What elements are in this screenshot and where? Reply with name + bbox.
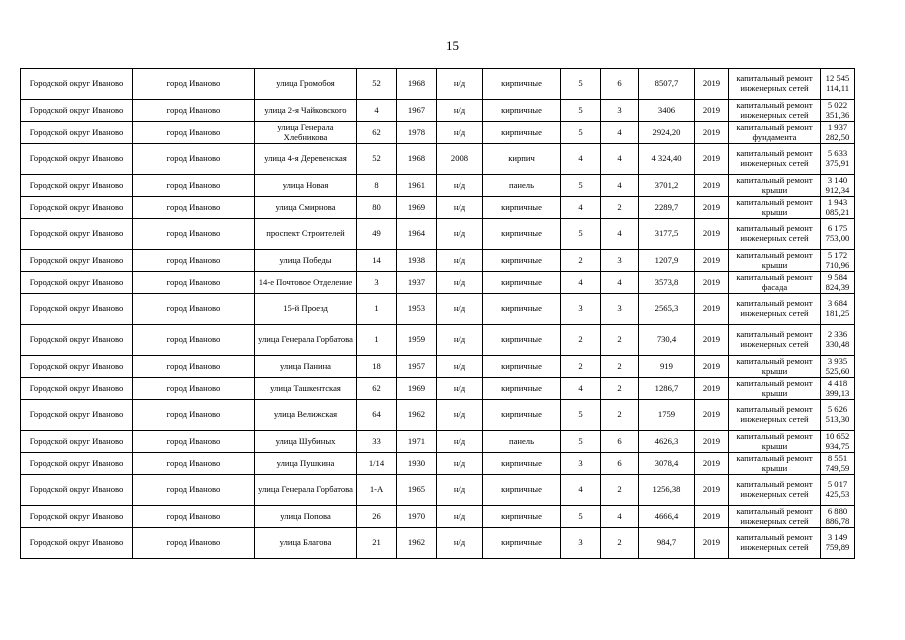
year-built-cell: 1957 [397, 356, 437, 378]
reconstruction-year-cell: н/д [437, 528, 483, 559]
work-type-cell: капитальный ремонт инженерных сетей [729, 528, 821, 559]
wall-material-cell: кирпичные [483, 219, 561, 250]
cost-cell: 2 336 330,48 [821, 325, 855, 356]
district-cell: Городской округ Иваново [21, 506, 133, 528]
house-number-cell: 3 [357, 272, 397, 294]
year-built-cell: 1970 [397, 506, 437, 528]
district-cell: Городской округ Иваново [21, 197, 133, 219]
entrances-cell: 2 [601, 197, 639, 219]
house-number-cell: 62 [357, 122, 397, 144]
year-built-cell: 1964 [397, 219, 437, 250]
total-area-cell: 2924,20 [639, 122, 695, 144]
year-built-cell: 1937 [397, 272, 437, 294]
year-built-cell: 1967 [397, 100, 437, 122]
year-built-cell: 1968 [397, 69, 437, 100]
work-type-cell: капитальный ремонт крыши [729, 431, 821, 453]
entrances-cell: 6 [601, 69, 639, 100]
cost-cell: 1 937 282,50 [821, 122, 855, 144]
year-built-cell: 1969 [397, 197, 437, 219]
repair-year-cell: 2019 [695, 219, 729, 250]
repair-year-cell: 2019 [695, 528, 729, 559]
city-cell: город Иваново [133, 175, 255, 197]
city-cell: город Иваново [133, 250, 255, 272]
district-cell: Городской округ Иваново [21, 453, 133, 475]
work-type-cell: капитальный ремонт крыши [729, 197, 821, 219]
cost-cell: 3 935 525,60 [821, 356, 855, 378]
work-type-cell: капитальный ремонт инженерных сетей [729, 506, 821, 528]
floors-cell: 4 [561, 197, 601, 219]
house-number-cell: 26 [357, 506, 397, 528]
year-built-cell: 1953 [397, 294, 437, 325]
entrances-cell: 2 [601, 528, 639, 559]
house-number-cell: 1-А [357, 475, 397, 506]
city-cell: город Иваново [133, 453, 255, 475]
cost-cell: 5 017 425,53 [821, 475, 855, 506]
total-area-cell: 4 324,40 [639, 144, 695, 175]
street-cell: улица Панина [255, 356, 357, 378]
street-cell: улица 2-я Чайковского [255, 100, 357, 122]
city-cell: город Иваново [133, 197, 255, 219]
entrances-cell: 2 [601, 378, 639, 400]
entrances-cell: 4 [601, 122, 639, 144]
district-cell: Городской округ Иваново [21, 528, 133, 559]
house-number-cell: 52 [357, 69, 397, 100]
reconstruction-year-cell: н/д [437, 506, 483, 528]
house-number-cell: 80 [357, 197, 397, 219]
repair-year-cell: 2019 [695, 475, 729, 506]
street-cell: улица Генерала Горбатова [255, 475, 357, 506]
table-row [21, 400, 855, 431]
total-area-cell: 1256,38 [639, 475, 695, 506]
wall-material-cell: кирпичные [483, 272, 561, 294]
floors-cell: 3 [561, 453, 601, 475]
house-number-cell: 1 [357, 294, 397, 325]
repair-year-cell: 2019 [695, 325, 729, 356]
house-number-cell: 49 [357, 219, 397, 250]
entrances-cell: 6 [601, 431, 639, 453]
cost-cell: 10 652 934,75 [821, 431, 855, 453]
reconstruction-year-cell: н/д [437, 100, 483, 122]
reconstruction-year-cell: н/д [437, 475, 483, 506]
street-cell: улица Попова [255, 506, 357, 528]
work-type-cell: капитальный ремонт инженерных сетей [729, 294, 821, 325]
district-cell: Городской округ Иваново [21, 122, 133, 144]
total-area-cell: 919 [639, 356, 695, 378]
house-number-cell: 62 [357, 378, 397, 400]
cost-cell: 6 175 753,00 [821, 219, 855, 250]
floors-cell: 5 [561, 219, 601, 250]
street-cell: улица Пушкина [255, 453, 357, 475]
reconstruction-year-cell: н/д [437, 400, 483, 431]
entrances-cell: 3 [601, 100, 639, 122]
reconstruction-year-cell: н/д [437, 272, 483, 294]
year-built-cell: 1938 [397, 250, 437, 272]
total-area-cell: 3177,5 [639, 219, 695, 250]
floors-cell: 5 [561, 506, 601, 528]
city-cell: город Иваново [133, 528, 255, 559]
street-cell: улица Смирнова [255, 197, 357, 219]
floors-cell: 5 [561, 122, 601, 144]
floors-cell: 4 [561, 475, 601, 506]
repair-year-cell: 2019 [695, 250, 729, 272]
house-number-cell: 4 [357, 100, 397, 122]
district-cell: Городской округ Иваново [21, 294, 133, 325]
entrances-cell: 4 [601, 272, 639, 294]
district-cell: Городской округ Иваново [21, 378, 133, 400]
repair-year-cell: 2019 [695, 175, 729, 197]
street-cell: 15-й Проезд [255, 294, 357, 325]
cost-cell: 6 880 886,78 [821, 506, 855, 528]
work-type-cell: капитальный ремонт фундамента [729, 122, 821, 144]
district-cell: Городской округ Иваново [21, 144, 133, 175]
entrances-cell: 2 [601, 475, 639, 506]
repair-year-cell: 2019 [695, 122, 729, 144]
cost-cell: 5 172 710,96 [821, 250, 855, 272]
wall-material-cell: кирпичные [483, 325, 561, 356]
city-cell: город Иваново [133, 506, 255, 528]
entrances-cell: 6 [601, 453, 639, 475]
total-area-cell: 3701,2 [639, 175, 695, 197]
year-built-cell: 1962 [397, 400, 437, 431]
wall-material-cell: кирпичные [483, 528, 561, 559]
city-cell: город Иваново [133, 100, 255, 122]
city-cell: город Иваново [133, 219, 255, 250]
district-cell: Городской округ Иваново [21, 175, 133, 197]
cost-cell: 9 584 824,39 [821, 272, 855, 294]
total-area-cell: 3078,4 [639, 453, 695, 475]
table-row [21, 197, 855, 219]
house-number-cell: 33 [357, 431, 397, 453]
street-cell: улица Благова [255, 528, 357, 559]
entrances-cell: 4 [601, 175, 639, 197]
house-number-cell: 1 [357, 325, 397, 356]
year-built-cell: 1978 [397, 122, 437, 144]
street-cell: улица Новая [255, 175, 357, 197]
cost-cell: 5 022 351,36 [821, 100, 855, 122]
repair-year-cell: 2019 [695, 356, 729, 378]
floors-cell: 4 [561, 272, 601, 294]
reconstruction-year-cell: н/д [437, 250, 483, 272]
city-cell: город Иваново [133, 69, 255, 100]
cost-cell: 3 684 181,25 [821, 294, 855, 325]
work-type-cell: капитальный ремонт инженерных сетей [729, 325, 821, 356]
reconstruction-year-cell: н/д [437, 175, 483, 197]
wall-material-cell: кирпичные [483, 453, 561, 475]
work-type-cell: капитальный ремонт инженерных сетей [729, 69, 821, 100]
street-cell: улица Генерала Хлебникова [255, 122, 357, 144]
district-cell: Городской округ Иваново [21, 219, 133, 250]
floors-cell: 2 [561, 250, 601, 272]
table-row [21, 378, 855, 400]
total-area-cell: 4666,4 [639, 506, 695, 528]
street-cell: улица Ташкентская [255, 378, 357, 400]
year-built-cell: 1930 [397, 453, 437, 475]
city-cell: город Иваново [133, 325, 255, 356]
cost-cell: 12 545 114,11 [821, 69, 855, 100]
work-type-cell: капитальный ремонт инженерных сетей [729, 144, 821, 175]
cost-cell: 5 633 375,91 [821, 144, 855, 175]
floors-cell: 2 [561, 325, 601, 356]
total-area-cell: 2289,7 [639, 197, 695, 219]
district-cell: Городской округ Иваново [21, 272, 133, 294]
reconstruction-year-cell: н/д [437, 197, 483, 219]
total-area-cell: 730,4 [639, 325, 695, 356]
table-row [21, 356, 855, 378]
repair-year-cell: 2019 [695, 506, 729, 528]
district-cell: Городской округ Иваново [21, 69, 133, 100]
total-area-cell: 3573,8 [639, 272, 695, 294]
street-cell: улица Генерала Горбатова [255, 325, 357, 356]
cost-cell: 3 140 912,34 [821, 175, 855, 197]
street-cell: улица Громобоя [255, 69, 357, 100]
table-row [21, 272, 855, 294]
reconstruction-year-cell: н/д [437, 122, 483, 144]
total-area-cell: 3406 [639, 100, 695, 122]
wall-material-cell: кирпичные [483, 122, 561, 144]
total-area-cell: 2565,3 [639, 294, 695, 325]
work-type-cell: капитальный ремонт фасада [729, 272, 821, 294]
table-row [21, 250, 855, 272]
cost-cell: 3 149 759,89 [821, 528, 855, 559]
city-cell: город Иваново [133, 272, 255, 294]
floors-cell: 3 [561, 528, 601, 559]
work-type-cell: капитальный ремонт инженерных сетей [729, 100, 821, 122]
total-area-cell: 1759 [639, 400, 695, 431]
house-number-cell: 21 [357, 528, 397, 559]
housing-repair-table [20, 68, 855, 559]
entrances-cell: 4 [601, 219, 639, 250]
wall-material-cell: кирпичные [483, 356, 561, 378]
table-row [21, 453, 855, 475]
wall-material-cell: кирпичные [483, 378, 561, 400]
year-built-cell: 1959 [397, 325, 437, 356]
entrances-cell: 2 [601, 325, 639, 356]
repair-year-cell: 2019 [695, 400, 729, 431]
work-type-cell: капитальный ремонт крыши [729, 356, 821, 378]
work-type-cell: капитальный ремонт инженерных сетей [729, 219, 821, 250]
work-type-cell: капитальный ремонт крыши [729, 250, 821, 272]
city-cell: город Иваново [133, 431, 255, 453]
wall-material-cell: кирпичные [483, 250, 561, 272]
reconstruction-year-cell: н/д [437, 378, 483, 400]
house-number-cell: 18 [357, 356, 397, 378]
city-cell: город Иваново [133, 475, 255, 506]
wall-material-cell: кирпичные [483, 197, 561, 219]
repair-year-cell: 2019 [695, 272, 729, 294]
table-row [21, 431, 855, 453]
year-built-cell: 1969 [397, 378, 437, 400]
wall-material-cell: панель [483, 175, 561, 197]
repair-year-cell: 2019 [695, 431, 729, 453]
city-cell: город Иваново [133, 400, 255, 431]
repair-year-cell: 2019 [695, 100, 729, 122]
house-number-cell: 8 [357, 175, 397, 197]
wall-material-cell: кирпичные [483, 294, 561, 325]
floors-cell: 5 [561, 431, 601, 453]
total-area-cell: 8507,7 [639, 69, 695, 100]
floors-cell: 5 [561, 400, 601, 431]
street-cell: улица Велижская [255, 400, 357, 431]
floors-cell: 5 [561, 69, 601, 100]
work-type-cell: капитальный ремонт крыши [729, 453, 821, 475]
reconstruction-year-cell: н/д [437, 219, 483, 250]
entrances-cell: 2 [601, 400, 639, 431]
repair-year-cell: 2019 [695, 294, 729, 325]
cost-cell: 1 943 085,21 [821, 197, 855, 219]
floors-cell: 5 [561, 175, 601, 197]
reconstruction-year-cell: 2008 [437, 144, 483, 175]
district-cell: Городской округ Иваново [21, 250, 133, 272]
wall-material-cell: кирпичные [483, 100, 561, 122]
entrances-cell: 4 [601, 506, 639, 528]
house-number-cell: 52 [357, 144, 397, 175]
repair-year-cell: 2019 [695, 144, 729, 175]
entrances-cell: 4 [601, 144, 639, 175]
table-row [21, 219, 855, 250]
wall-material-cell: панель [483, 431, 561, 453]
street-cell: улица 4-я Деревенская [255, 144, 357, 175]
table-row [21, 325, 855, 356]
city-cell: город Иваново [133, 378, 255, 400]
entrances-cell: 3 [601, 250, 639, 272]
work-type-cell: капитальный ремонт крыши [729, 175, 821, 197]
reconstruction-year-cell: н/д [437, 294, 483, 325]
reconstruction-year-cell: н/д [437, 356, 483, 378]
floors-cell: 4 [561, 378, 601, 400]
wall-material-cell: кирпичные [483, 475, 561, 506]
city-cell: город Иваново [133, 294, 255, 325]
city-cell: город Иваново [133, 144, 255, 175]
reconstruction-year-cell: н/д [437, 69, 483, 100]
year-built-cell: 1965 [397, 475, 437, 506]
table-body [21, 69, 855, 559]
repair-year-cell: 2019 [695, 197, 729, 219]
page-number: 15 [446, 38, 459, 53]
floors-cell: 5 [561, 100, 601, 122]
street-cell: улица Победы [255, 250, 357, 272]
work-type-cell: капитальный ремонт инженерных сетей [729, 475, 821, 506]
floors-cell: 3 [561, 294, 601, 325]
floors-cell: 2 [561, 356, 601, 378]
entrances-cell: 3 [601, 294, 639, 325]
year-built-cell: 1961 [397, 175, 437, 197]
street-cell: проспект Строителей [255, 219, 357, 250]
repair-year-cell: 2019 [695, 453, 729, 475]
year-built-cell: 1962 [397, 528, 437, 559]
cost-cell: 5 626 513,30 [821, 400, 855, 431]
work-type-cell: капитальный ремонт крыши [729, 378, 821, 400]
table-row [21, 294, 855, 325]
wall-material-cell: кирпичные [483, 506, 561, 528]
year-built-cell: 1968 [397, 144, 437, 175]
reconstruction-year-cell: н/д [437, 453, 483, 475]
cost-cell: 4 418 399,13 [821, 378, 855, 400]
table-row [21, 100, 855, 122]
table-row [21, 69, 855, 100]
city-cell: город Иваново [133, 356, 255, 378]
district-cell: Городской округ Иваново [21, 400, 133, 431]
wall-material-cell: кирпичные [483, 400, 561, 431]
district-cell: Городской округ Иваново [21, 475, 133, 506]
table-row [21, 175, 855, 197]
floors-cell: 4 [561, 144, 601, 175]
entrances-cell: 2 [601, 356, 639, 378]
house-number-cell: 1/14 [357, 453, 397, 475]
street-cell: 14-е Почтовое Отделение [255, 272, 357, 294]
repair-year-cell: 2019 [695, 378, 729, 400]
wall-material-cell: кирпичные [483, 69, 561, 100]
cost-cell: 8 551 749,59 [821, 453, 855, 475]
table-row [21, 506, 855, 528]
district-cell: Городской округ Иваново [21, 325, 133, 356]
total-area-cell: 984,7 [639, 528, 695, 559]
street-cell: улица Шубиных [255, 431, 357, 453]
total-area-cell: 4626,3 [639, 431, 695, 453]
wall-material-cell: кирпич [483, 144, 561, 175]
work-type-cell: капитальный ремонт инженерных сетей [729, 400, 821, 431]
table-row [21, 122, 855, 144]
reconstruction-year-cell: н/д [437, 325, 483, 356]
total-area-cell: 1286,7 [639, 378, 695, 400]
table-row [21, 475, 855, 506]
house-number-cell: 64 [357, 400, 397, 431]
reconstruction-year-cell: н/д [437, 431, 483, 453]
city-cell: город Иваново [133, 122, 255, 144]
table-row [21, 528, 855, 559]
district-cell: Городской округ Иваново [21, 431, 133, 453]
table-row [21, 144, 855, 175]
total-area-cell: 1207,9 [639, 250, 695, 272]
year-built-cell: 1971 [397, 431, 437, 453]
repair-year-cell: 2019 [695, 69, 729, 100]
house-number-cell: 14 [357, 250, 397, 272]
district-cell: Городской округ Иваново [21, 356, 133, 378]
district-cell: Городской округ Иваново [21, 100, 133, 122]
